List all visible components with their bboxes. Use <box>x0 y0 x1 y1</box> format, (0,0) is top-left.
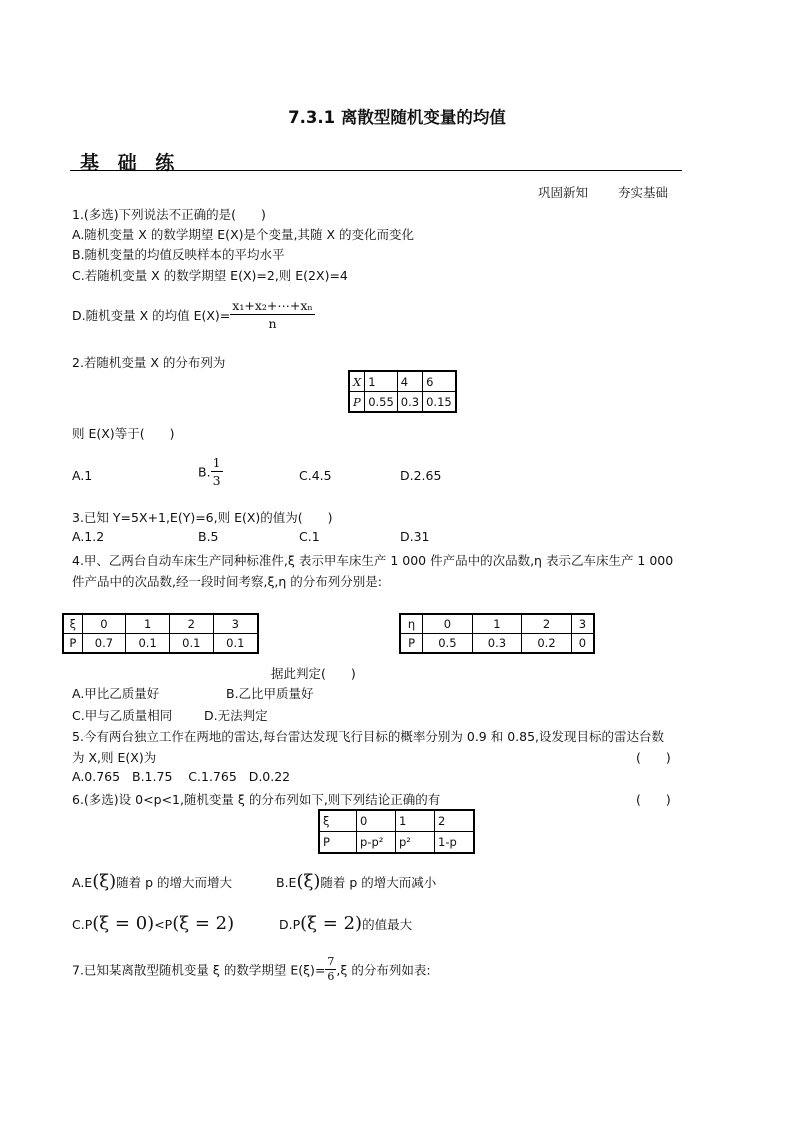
q6-option-b <box>276 871 436 892</box>
table-cell: 3 <box>213 614 258 634</box>
q6-option-a-text: 随着 p 的增大而增大 <box>116 875 233 890</box>
q1-option-d-label: D.随机变量 X 的均值 E(X)= <box>72 308 231 323</box>
table-cell: ξ <box>319 810 357 832</box>
q4-eta-table <box>399 613 595 654</box>
q1-stem: 1.(多选)下列说法不正确的是( ) <box>72 207 266 222</box>
q6-option-c-math-left: (ξ = 0) <box>92 913 155 934</box>
table-cell: η <box>400 614 423 634</box>
subtitle-consolidate: 巩固新知 <box>538 185 589 200</box>
table-row <box>319 810 474 832</box>
q6-option-d-text: 的值最大 <box>362 917 413 932</box>
q7-fraction-numerator: 7 <box>327 955 335 968</box>
q6-answer-paren: ( ) <box>636 792 671 807</box>
table-cell: p-p² <box>357 832 396 854</box>
table-row <box>400 614 594 634</box>
q7-fraction <box>325 956 336 983</box>
q4-xi-table <box>62 613 259 654</box>
table-cell: 6 <box>423 371 456 392</box>
q4-option-b: B.乙比甲质量好 <box>226 686 314 701</box>
table-cell: 0.1 <box>169 634 213 654</box>
q1-option-d <box>72 298 315 332</box>
table-row <box>63 614 258 634</box>
q6-option-a-math: (ξ) <box>92 871 117 892</box>
q6-option-a <box>72 871 232 892</box>
q6-option-c-math-right: (ξ = 2) <box>172 913 235 934</box>
q2-option-b <box>198 455 223 489</box>
table-cell: 0 <box>82 614 126 634</box>
table-cell: 0.7 <box>82 634 126 654</box>
table-cell: P <box>400 634 423 654</box>
table-cell: 0 <box>423 614 473 634</box>
q2-stem: 2.若随机变量 X 的分布列为 <box>72 355 226 370</box>
table-cell: P <box>319 832 357 854</box>
q7-stem-text: 7.已知某离散型随机变量 ξ 的数学期望 E(ξ)= <box>72 962 326 978</box>
q1-fraction-numerator: x₁+x₂+⋯+xₙ <box>232 298 313 313</box>
q6-option-a-label: A.E <box>72 875 93 890</box>
table-cell: 4 <box>397 371 422 392</box>
q1-fraction <box>230 298 315 332</box>
q6-distribution-table <box>318 809 475 854</box>
q6-option-b-math: (ξ) <box>296 871 321 892</box>
table-cell: 1 <box>126 614 170 634</box>
q5-stem-line2: 为 X,则 E(X)为 <box>72 750 157 765</box>
heading-rule <box>70 170 682 171</box>
q4-option-a: A.甲比乙质量好 <box>72 686 160 701</box>
q2-fraction <box>211 455 223 489</box>
q2-ask: 则 E(X)等于( ) <box>72 426 175 441</box>
table-cell: P <box>63 634 82 654</box>
q6-option-d-math: (ξ = 2) <box>300 913 363 934</box>
table-cell: X <box>349 371 365 392</box>
table-cell: 0.2 <box>522 634 572 654</box>
q4-option-c: C.甲与乙质量相同 <box>72 708 173 723</box>
table-cell: 0 <box>571 634 594 654</box>
q4-option-d: D.无法判定 <box>204 708 268 723</box>
q2-fraction-denominator: 3 <box>212 473 221 488</box>
q6-option-c-label: C.P <box>72 917 93 932</box>
table-row <box>319 832 474 854</box>
table-cell: 2 <box>169 614 213 634</box>
table-cell: 1 <box>396 810 435 832</box>
table-cell: 0 <box>357 810 396 832</box>
table-cell: 1 <box>365 371 398 392</box>
page-title: 7.3.1 离散型随机变量的均值 <box>288 108 506 127</box>
q4-judge: 据此判定( ) <box>271 666 356 681</box>
q7-stem-tail: ,ξ 的分布列如表: <box>336 962 431 978</box>
q6-option-c-mid: <P <box>154 917 173 932</box>
table-cell: P <box>349 392 365 413</box>
table-cell: 0.3 <box>397 392 422 413</box>
q2-distribution-table <box>348 370 457 413</box>
table-cell: ξ <box>63 614 82 634</box>
table-cell: 0.5 <box>423 634 473 654</box>
q3-option-b: B.5 <box>198 529 219 544</box>
q2-option-a: A.1 <box>72 468 93 483</box>
q4-stem-line1: 4.甲、乙两台自动车床生产同种标准件,ξ 表示甲车床生产 1 000 件产品中的次品数,η 表示乙车床生产 1 000 <box>72 553 674 568</box>
table-cell: 0.1 <box>126 634 170 654</box>
table-row <box>400 634 594 654</box>
q6-option-c <box>72 913 234 934</box>
q1-option-c: C.若随机变量 X 的数学期望 E(X)=2,则 E(2X)=4 <box>72 268 348 283</box>
table-row <box>349 371 456 392</box>
q1-option-b: B.随机变量的均值反映样本的平均水平 <box>72 247 285 262</box>
q1-option-a: A.随机变量 X 的数学期望 E(X)是个变量,其随 X 的变化而变化 <box>72 227 414 242</box>
q5-options: A.0.765 B.1.75 C.1.765 D.0.22 <box>72 769 291 784</box>
q3-option-a: A.1.2 <box>72 529 105 544</box>
q6-stem: 6.(多选)设 0<p<1,随机变量 ξ 的分布列如下,则下列结论正确的有 <box>72 792 441 807</box>
q5-answer-paren: ( ) <box>636 750 671 765</box>
table-cell: 0.3 <box>472 634 522 654</box>
q2-option-c: C.4.5 <box>299 468 332 483</box>
table-cell: 1-p <box>435 832 475 854</box>
table-cell: 0.1 <box>213 634 258 654</box>
q6-option-b-text: 随着 p 的增大而减小 <box>320 875 437 890</box>
table-cell: 1 <box>472 614 522 634</box>
q4-stem-line2: 件产品中的次品数,经一段时间考察,ξ,η 的分布列分别是: <box>72 574 382 589</box>
subtitle-foundation: 夯实基础 <box>618 185 669 200</box>
q5-stem-line1: 5.今有两台独立工作在两地的雷达,每台雷达发现飞行目标的概率分别为 0.9 和 0.85,设发现目标的雷达台数 <box>72 729 665 744</box>
q2-option-d: D.2.65 <box>400 468 442 483</box>
section-heading: 基 础 练 <box>80 152 181 174</box>
q6-option-d-label: D.P <box>279 917 301 932</box>
table-cell: 2 <box>522 614 572 634</box>
q3-option-c: C.1 <box>299 529 320 544</box>
q6-option-b-label: B.E <box>276 875 297 890</box>
q2-option-b-label: B. <box>198 464 211 480</box>
q7-stem <box>72 956 431 983</box>
table-cell: 2 <box>435 810 475 832</box>
table-cell: 3 <box>571 614 594 634</box>
table-cell: 0.55 <box>365 392 398 413</box>
q7-fraction-denominator: 6 <box>327 970 335 983</box>
q6-option-d <box>279 913 412 934</box>
table-cell: p² <box>396 832 435 854</box>
q2-fraction-numerator: 1 <box>212 455 221 470</box>
q1-fraction-denominator: n <box>268 316 277 331</box>
q3-option-d: D.31 <box>400 529 430 544</box>
table-row <box>63 634 258 654</box>
table-cell: 0.15 <box>423 392 456 413</box>
q3-stem: 3.已知 Y=5X+1,E(Y)=6,则 E(X)的值为( ) <box>72 510 333 525</box>
table-row <box>349 392 456 413</box>
